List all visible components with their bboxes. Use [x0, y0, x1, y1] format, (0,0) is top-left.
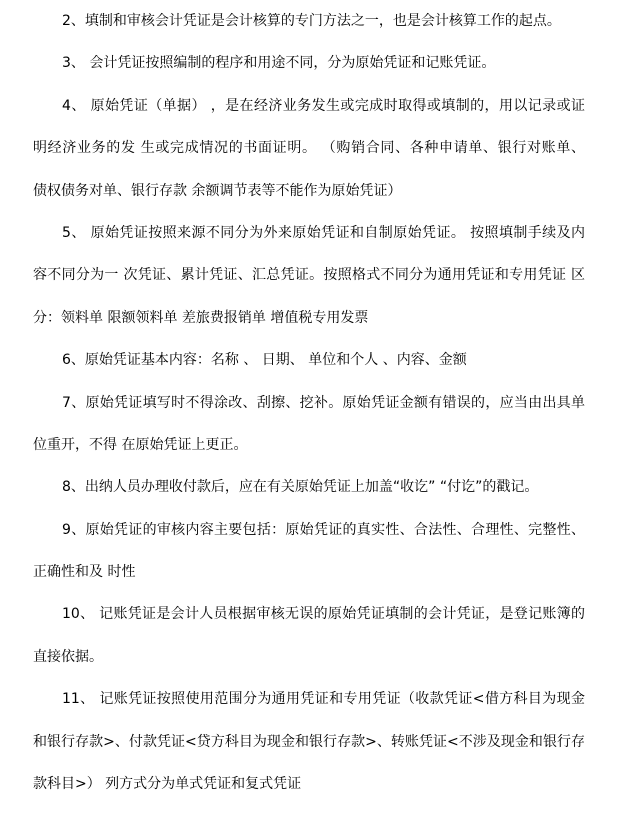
- paragraph-line: 4、 原始凭证（单据） ，是在经济业务发生或完成时取得或填制的，用以记录或证: [62, 97, 585, 114]
- paragraph-line: 款科目>） 列方式分为单式凭证和复式凭证: [33, 776, 302, 793]
- paragraph-line: 3、 会计凭证按照编制的程序和用途不同，分为原始凭证和记账凭证。: [62, 55, 496, 72]
- paragraph-item-6: [33, 382, 585, 467]
- paragraph-item-8: [33, 509, 585, 594]
- paragraph-line: 11、 记账凭证按照使用范围分为通用凭证和专用凭证（收款凭证<借方科目为现金: [62, 691, 585, 708]
- paragraph-line: 明经济业务的发 生或完成情况的书面证明。 （购销合同、各种申请单、银行对账单、: [33, 140, 585, 157]
- paragraph-item-2: [33, 42, 585, 84]
- paragraph-line: 正确性和及 时性: [33, 564, 136, 581]
- paragraph-item-7: [33, 466, 585, 508]
- paragraph-line: 6、原始凭证基本内容：名称 、 日期、 单位和个人 、内容、金额: [62, 352, 467, 369]
- paragraph-line: 容不同分为一 次凭证、累计凭证、汇总凭证。按照格式不同分为通用凭证和专用凭证 区: [33, 267, 585, 284]
- paragraph-line: 10、 记账凭证是会计人员根据审核无误的原始凭证填制的会计凭证，是登记账簿的: [62, 606, 585, 623]
- paragraph-item-1: [33, 0, 585, 42]
- paragraph-line: 2、填制和审核会计凭证是会计核算的专门方法之一，也是会计核算工作的起点。: [62, 13, 561, 29]
- paragraph-line: 分：领料单 限额领料单 差旅费报销单 增值税专用发票: [33, 309, 369, 326]
- paragraph-item-5: [33, 339, 585, 381]
- paragraph-line: 直接依据。: [33, 648, 103, 665]
- paragraph-line: 位重开，不得 在原始凭证上更正。: [33, 436, 248, 453]
- document-body: [33, 0, 585, 805]
- paragraph-line: 9、原始凭证的审核内容主要包括：原始凭证的真实性、合法性、合理性、完整性、: [62, 521, 585, 538]
- paragraph-line: 8、出纳人员办理收付款后，应在有关原始凭证上加盖“收讫” “付讫”的戳记。: [62, 479, 539, 496]
- paragraph-item-9: [33, 593, 585, 678]
- paragraph-item-4: [33, 212, 585, 339]
- paragraph-line: 和银行存款>、付款凭证<贷方科目为现金和银行存款>、转账凭证<不涉及现金和银行存: [33, 733, 585, 750]
- paragraph-item-3: [33, 85, 585, 212]
- paragraph-line: 7、原始凭证填写时不得涂改、刮擦、挖补。原始凭证金额有错误的，应当由出具单: [62, 394, 585, 411]
- paragraph-line: 5、 原始凭证按照来源不同分为外来原始凭证和自制原始凭证。 按照填制手续及内: [62, 224, 585, 241]
- paragraph-item-10: [33, 678, 585, 805]
- paragraph-line: 债权债务对单、银行存款 余额调节表等不能作为原始凭证）: [33, 182, 402, 199]
